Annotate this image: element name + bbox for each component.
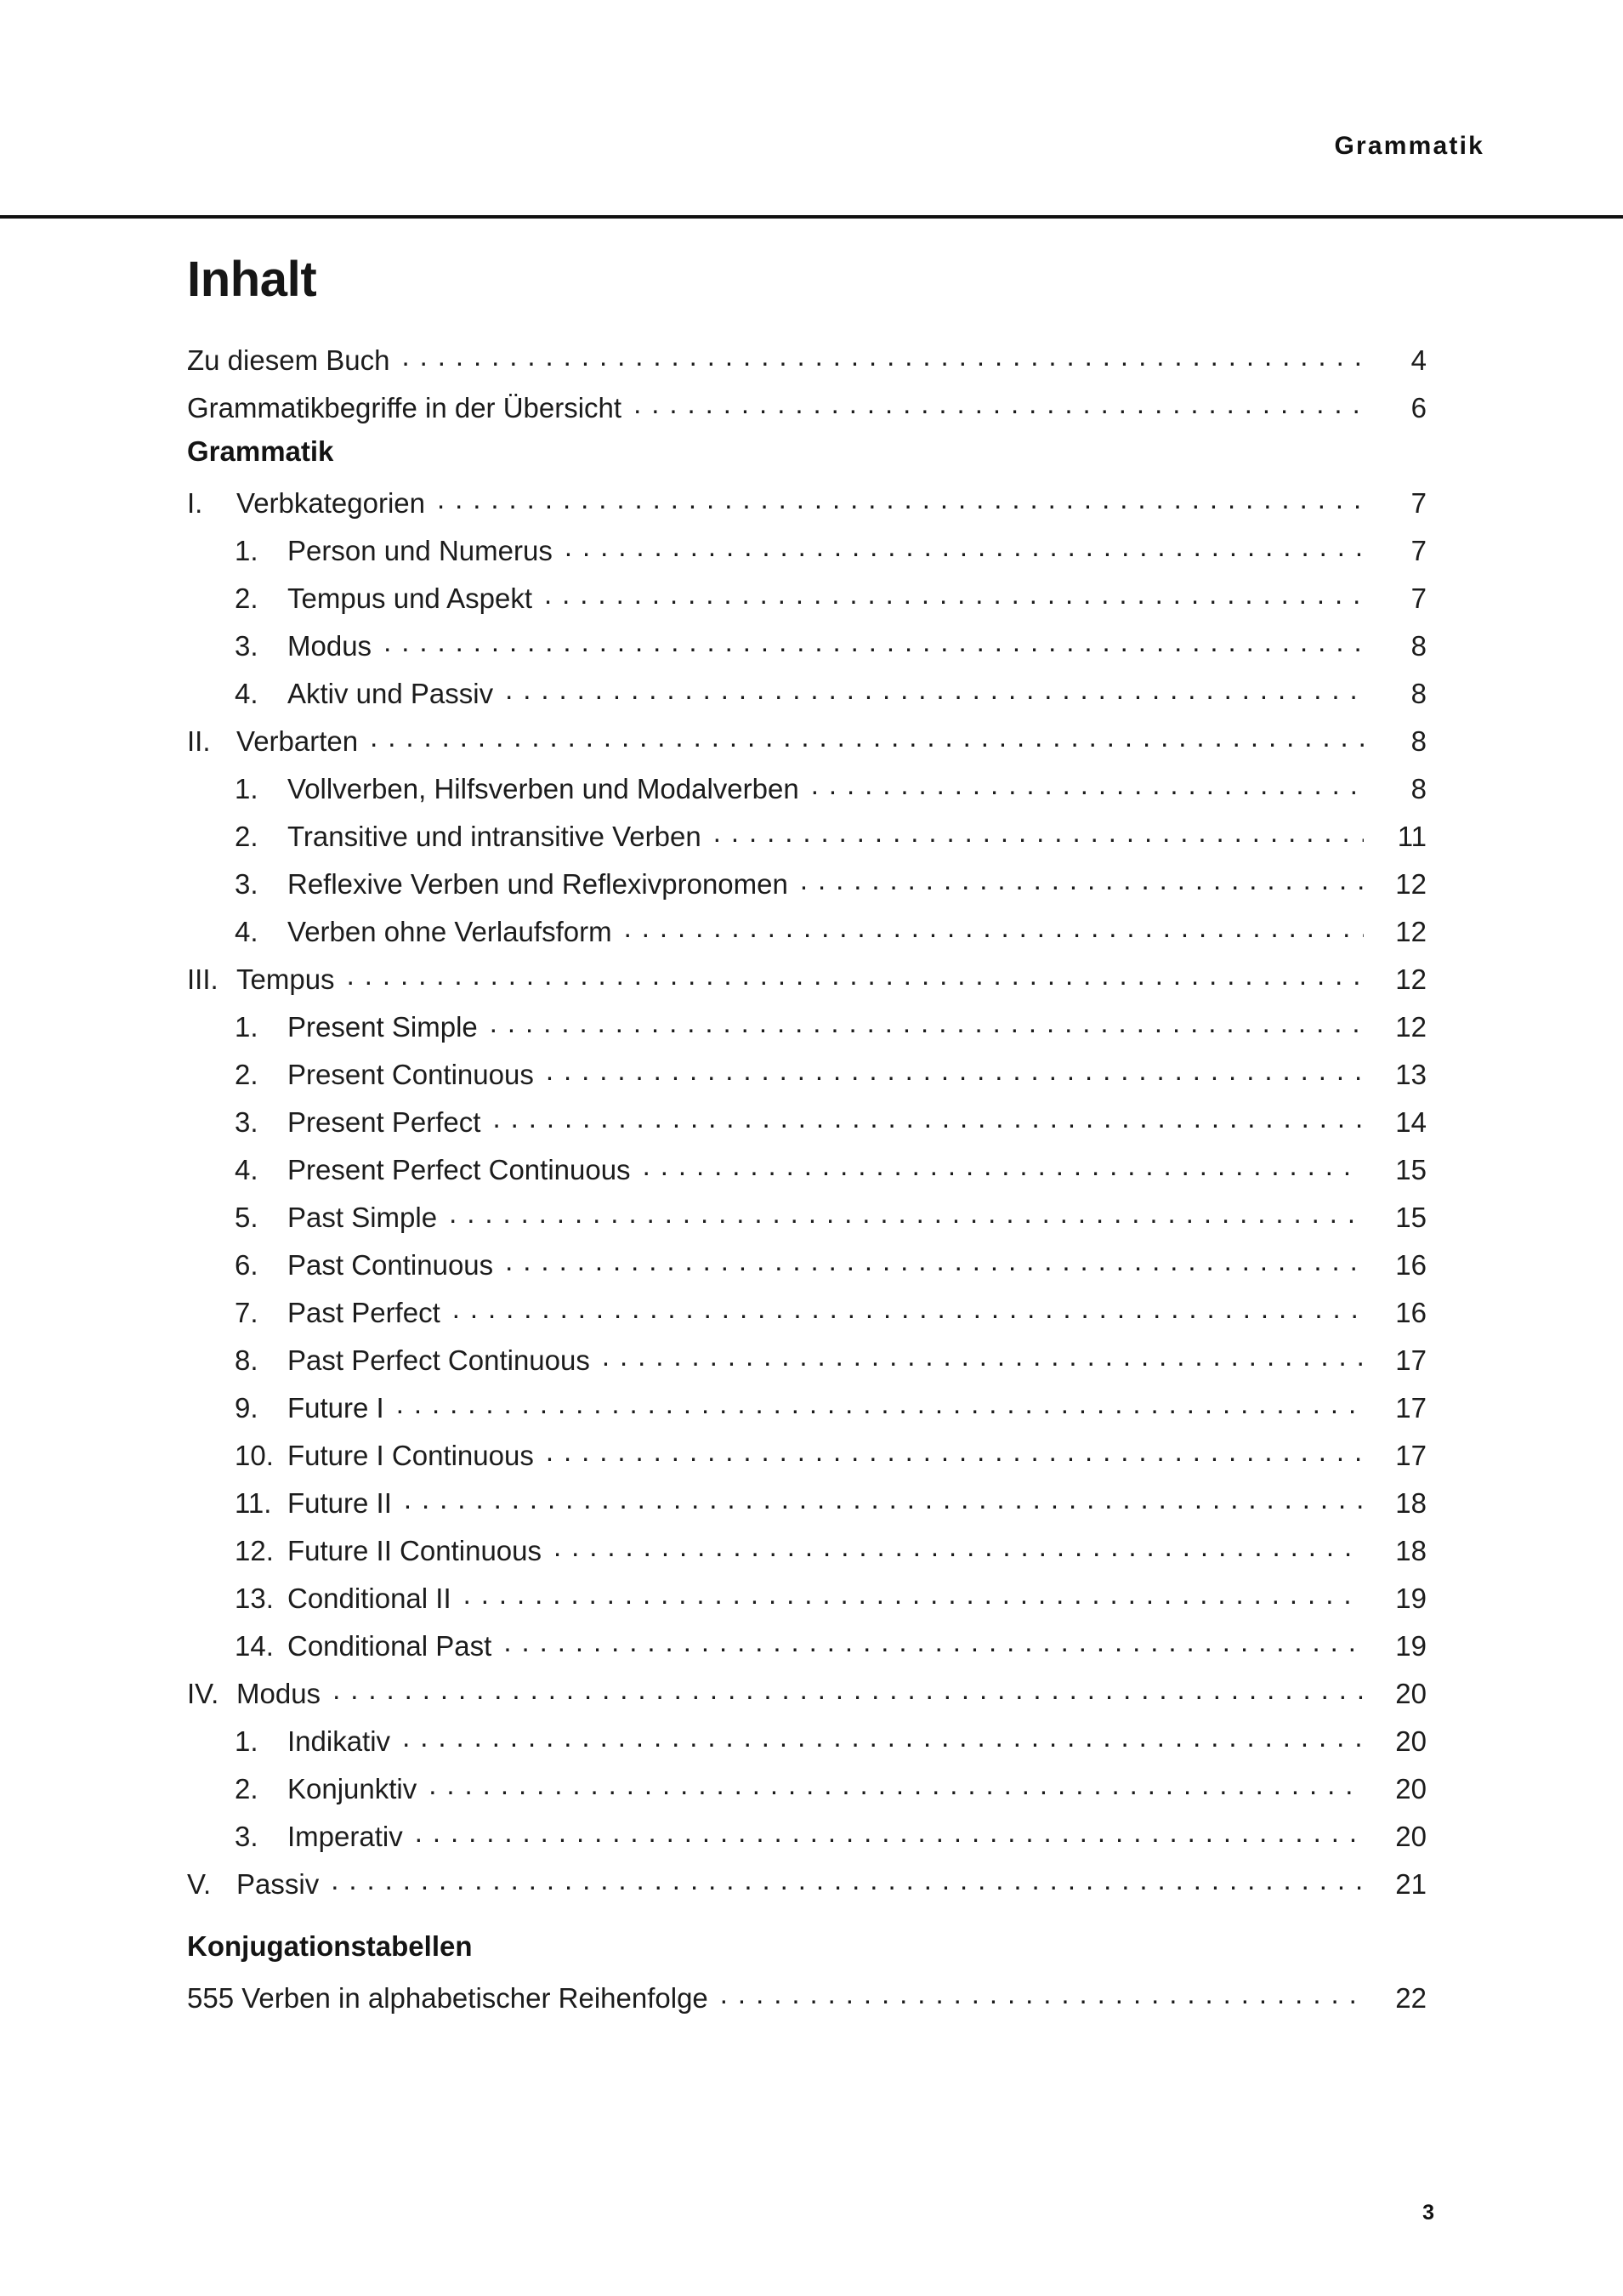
toc-entry-label: Past Perfect bbox=[287, 1297, 440, 1328]
toc-entry[interactable] bbox=[187, 485, 1427, 532]
toc-entry-label: Future II Continuous bbox=[287, 1535, 542, 1566]
toc-dot-leader bbox=[401, 342, 1364, 370]
toc-entry-label: Present Perfect Continuous bbox=[287, 1154, 631, 1185]
toc-section-heading: Konjugationstabellen bbox=[187, 1930, 473, 1962]
toc-page-number: 20 bbox=[1395, 1821, 1427, 1852]
toc-entry[interactable] bbox=[187, 1437, 1427, 1485]
toc-entry-number: 14. bbox=[235, 1630, 274, 1662]
toc-entry-label: Future I Continuous bbox=[287, 1440, 534, 1471]
toc-dot-leader bbox=[565, 532, 1364, 560]
toc-entry[interactable] bbox=[187, 1770, 1427, 1818]
toc-entry-number: 3. bbox=[235, 868, 258, 900]
toc-entry[interactable] bbox=[187, 961, 1427, 1009]
toc-entry-label: Verbkategorien bbox=[236, 487, 425, 519]
toc-dot-leader bbox=[396, 1390, 1364, 1418]
toc-entry-label: Imperativ bbox=[287, 1821, 403, 1852]
toc-entry[interactable] bbox=[187, 770, 1427, 818]
toc-entry-label: Future II bbox=[287, 1487, 392, 1519]
toc-page-number: 7 bbox=[1410, 535, 1427, 566]
toc-dot-leader bbox=[602, 1342, 1364, 1370]
running-head: Grammatik bbox=[1334, 132, 1484, 160]
toc-entry-label: Person und Numerus bbox=[287, 535, 553, 566]
toc-dot-leader bbox=[492, 1104, 1364, 1132]
toc-entry-label: Past Simple bbox=[287, 1202, 438, 1233]
toc-page-number: 19 bbox=[1395, 1630, 1427, 1662]
toc-dot-leader bbox=[503, 1628, 1364, 1656]
toc-dot-leader bbox=[415, 1818, 1364, 1846]
toc-entry[interactable] bbox=[187, 866, 1427, 913]
toc-entry[interactable] bbox=[187, 1723, 1427, 1770]
toc-entry[interactable] bbox=[187, 628, 1427, 675]
toc-entry-number: 11. bbox=[235, 1487, 272, 1519]
toc-entry-label: Modus bbox=[287, 630, 372, 662]
toc-entry[interactable] bbox=[187, 1390, 1427, 1437]
toc-entry-list bbox=[187, 342, 1427, 2027]
toc-entry-label: Verbarten bbox=[236, 725, 359, 757]
toc-page-number: 20 bbox=[1395, 1678, 1427, 1709]
toc-entry[interactable] bbox=[187, 1532, 1427, 1580]
toc-entry[interactable] bbox=[187, 1247, 1427, 1294]
toc-page-number: 8 bbox=[1410, 678, 1427, 709]
toc-entry-number: V. bbox=[187, 1868, 212, 1900]
toc-page-number: 12 bbox=[1395, 868, 1427, 900]
toc-entry-number: 6. bbox=[235, 1249, 258, 1281]
toc-entry-label: Conditional Past bbox=[287, 1630, 492, 1662]
toc-dot-leader bbox=[713, 818, 1364, 846]
toc-entry[interactable] bbox=[187, 723, 1427, 770]
toc-dot-leader bbox=[720, 1980, 1364, 2008]
toc-dot-leader bbox=[452, 1294, 1364, 1322]
toc-page-number: 20 bbox=[1395, 1725, 1427, 1757]
toc-entry[interactable] bbox=[187, 580, 1427, 628]
toc-entry-label: Present Continuous bbox=[287, 1059, 534, 1090]
toc-entry[interactable] bbox=[187, 818, 1427, 866]
toc-entry-label: Vollverben, Hilfsverben und Modalverben bbox=[287, 773, 799, 804]
toc-entry[interactable] bbox=[187, 913, 1427, 961]
toc-entry-number: 9. bbox=[235, 1392, 258, 1424]
toc-dot-leader bbox=[463, 1580, 1364, 1608]
toc-dot-leader bbox=[544, 580, 1364, 608]
toc-dot-leader bbox=[347, 961, 1364, 989]
toc-page-number: 7 bbox=[1410, 583, 1427, 614]
toc-dot-leader bbox=[553, 1532, 1364, 1560]
toc-page-number: 11 bbox=[1397, 821, 1427, 852]
toc-entry-number: 4. bbox=[235, 678, 258, 709]
toc-entry[interactable] bbox=[187, 1818, 1427, 1866]
toc-entry[interactable] bbox=[187, 1342, 1427, 1390]
toc-page-number: 20 bbox=[1395, 1773, 1427, 1804]
toc-page-number: 21 bbox=[1395, 1868, 1427, 1900]
toc-dot-leader bbox=[383, 628, 1364, 656]
toc-dot-leader bbox=[428, 1770, 1364, 1799]
toc-entry-label: Transitive und intransitive Verben bbox=[287, 821, 701, 852]
toc-entry-number: 10. bbox=[235, 1440, 274, 1471]
toc-entry-label: Past Continuous bbox=[287, 1249, 494, 1281]
toc-entry[interactable] bbox=[187, 675, 1427, 723]
folio-page-number: 3 bbox=[1422, 2201, 1434, 2225]
toc-dot-leader bbox=[402, 1723, 1364, 1751]
toc-dot-leader bbox=[800, 866, 1364, 894]
toc-entry[interactable] bbox=[187, 1980, 1427, 2027]
toc-entry[interactable] bbox=[187, 1104, 1427, 1151]
toc-dot-leader bbox=[624, 913, 1364, 941]
toc-entry-label: Tempus bbox=[236, 963, 335, 995]
toc-entry-label: Future I bbox=[287, 1392, 384, 1424]
toc-entry[interactable] bbox=[187, 342, 1427, 389]
toc-page-number: 17 bbox=[1395, 1440, 1427, 1471]
toc-entry-number: 7. bbox=[235, 1297, 258, 1328]
toc-entry[interactable] bbox=[187, 1628, 1427, 1675]
toc-dot-leader bbox=[437, 485, 1364, 513]
toc-entry-number: 2. bbox=[235, 821, 258, 852]
toc-entry-label: Passiv bbox=[236, 1868, 320, 1900]
toc-entry-number: 1. bbox=[235, 535, 258, 566]
toc-page-number: 17 bbox=[1395, 1392, 1427, 1424]
toc-entry-number: III. bbox=[187, 963, 218, 995]
toc-entry-number: I. bbox=[187, 487, 203, 519]
toc-page-number: 7 bbox=[1410, 487, 1427, 519]
toc-entry[interactable] bbox=[187, 1056, 1427, 1104]
toc-dot-leader bbox=[811, 770, 1364, 798]
toc-entry-number: 1. bbox=[235, 1725, 258, 1757]
toc-entry[interactable] bbox=[187, 389, 1427, 437]
toc-dot-leader bbox=[490, 1009, 1364, 1037]
toc-entry-number: 3. bbox=[235, 1106, 258, 1138]
toc-entry-label: Verben ohne Verlaufsform bbox=[287, 916, 612, 947]
toc-entry-number: 1. bbox=[235, 773, 258, 804]
toc-page-number: 14 bbox=[1395, 1106, 1427, 1138]
toc-dot-leader bbox=[546, 1437, 1364, 1465]
toc-dot-leader bbox=[404, 1485, 1364, 1513]
toc-entry-number: 3. bbox=[235, 630, 258, 662]
toc-page-number: 4 bbox=[1410, 344, 1427, 376]
page-title: Inhalt bbox=[187, 252, 317, 307]
toc-entry[interactable] bbox=[187, 532, 1427, 580]
toc-entry[interactable] bbox=[187, 1294, 1427, 1342]
toc-entry-number: 13. bbox=[235, 1583, 274, 1614]
toc-page-number: 22 bbox=[1395, 1982, 1427, 2014]
toc-entry-label: Present Simple bbox=[287, 1011, 478, 1043]
toc-entry-number: 5. bbox=[235, 1202, 258, 1233]
toc-dot-leader bbox=[633, 389, 1364, 418]
toc-section-heading: Grammatik bbox=[187, 435, 334, 467]
toc-entry-label: Reflexive Verben und Reflexivpronomen bbox=[287, 868, 788, 900]
toc-entry-number: 1. bbox=[235, 1011, 258, 1043]
toc-dot-leader bbox=[331, 1866, 1364, 1894]
toc-entry-number: II. bbox=[187, 725, 211, 757]
toc-dot-leader bbox=[643, 1151, 1364, 1179]
toc-page-number: 18 bbox=[1395, 1535, 1427, 1566]
toc-page-number: 12 bbox=[1395, 916, 1427, 947]
toc-entry-label: Zu diesem Buch bbox=[187, 344, 390, 376]
toc-entry[interactable] bbox=[187, 1485, 1427, 1532]
toc-entry[interactable] bbox=[187, 1866, 1427, 1913]
toc-entry-number: IV. bbox=[187, 1678, 219, 1709]
toc-entry[interactable] bbox=[187, 1580, 1427, 1628]
toc-page-number: 8 bbox=[1410, 630, 1427, 662]
toc-page-number: 16 bbox=[1395, 1297, 1427, 1328]
toc-page-number: 15 bbox=[1395, 1154, 1427, 1185]
toc-entry-number: 2. bbox=[235, 1773, 258, 1804]
toc-dot-leader bbox=[449, 1199, 1364, 1227]
toc-entry-label: 555 Verben in alphabetischer Reihenfolge bbox=[187, 1982, 708, 2014]
header-rule bbox=[0, 215, 1623, 219]
toc-entry-number: 2. bbox=[235, 583, 258, 614]
toc-entry[interactable] bbox=[187, 1199, 1427, 1247]
toc-entry-number: 3. bbox=[235, 1821, 258, 1852]
toc-page-number: 6 bbox=[1410, 392, 1427, 423]
toc-page-number: 8 bbox=[1410, 725, 1427, 757]
toc-entry-label: Modus bbox=[236, 1678, 321, 1709]
toc-page-number: 17 bbox=[1395, 1344, 1427, 1376]
toc-entry-label: Konjunktiv bbox=[287, 1773, 417, 1804]
toc-entry-label: Grammatikbegriffe in der Übersicht bbox=[187, 392, 622, 423]
toc-dot-leader bbox=[505, 675, 1364, 703]
toc-page-number: 8 bbox=[1410, 773, 1427, 804]
toc-entry-number: 4. bbox=[235, 1154, 258, 1185]
toc-entry[interactable] bbox=[187, 1675, 1427, 1723]
toc-dot-leader bbox=[370, 723, 1364, 751]
toc-page-number: 19 bbox=[1395, 1583, 1427, 1614]
toc-entry[interactable] bbox=[187, 1151, 1427, 1199]
toc-page-number: 12 bbox=[1395, 1011, 1427, 1043]
toc-entry-label: Conditional II bbox=[287, 1583, 451, 1614]
toc-entry-label: Present Perfect bbox=[287, 1106, 481, 1138]
toc-entry-number: 4. bbox=[235, 916, 258, 947]
toc-entry-number: 12. bbox=[235, 1535, 274, 1566]
toc-page-number: 16 bbox=[1395, 1249, 1427, 1281]
toc-dot-leader bbox=[332, 1675, 1364, 1703]
toc-page-number: 15 bbox=[1395, 1202, 1427, 1233]
toc-page-number: 13 bbox=[1395, 1059, 1427, 1090]
toc-entry-number: 2. bbox=[235, 1059, 258, 1090]
toc-dot-leader bbox=[505, 1247, 1364, 1275]
toc-entry-number: 8. bbox=[235, 1344, 258, 1376]
toc-dot-leader bbox=[546, 1056, 1364, 1084]
toc-content bbox=[187, 252, 1427, 2027]
toc-entry-label: Past Perfect Continuous bbox=[287, 1344, 590, 1376]
toc-entry-label: Aktiv und Passiv bbox=[287, 678, 494, 709]
toc-entry-label: Indikativ bbox=[287, 1725, 391, 1757]
toc-page-number: 12 bbox=[1395, 963, 1427, 995]
toc-entry-label: Tempus und Aspekt bbox=[287, 583, 533, 614]
toc-page-number: 18 bbox=[1395, 1487, 1427, 1519]
toc-entry[interactable] bbox=[187, 1009, 1427, 1056]
